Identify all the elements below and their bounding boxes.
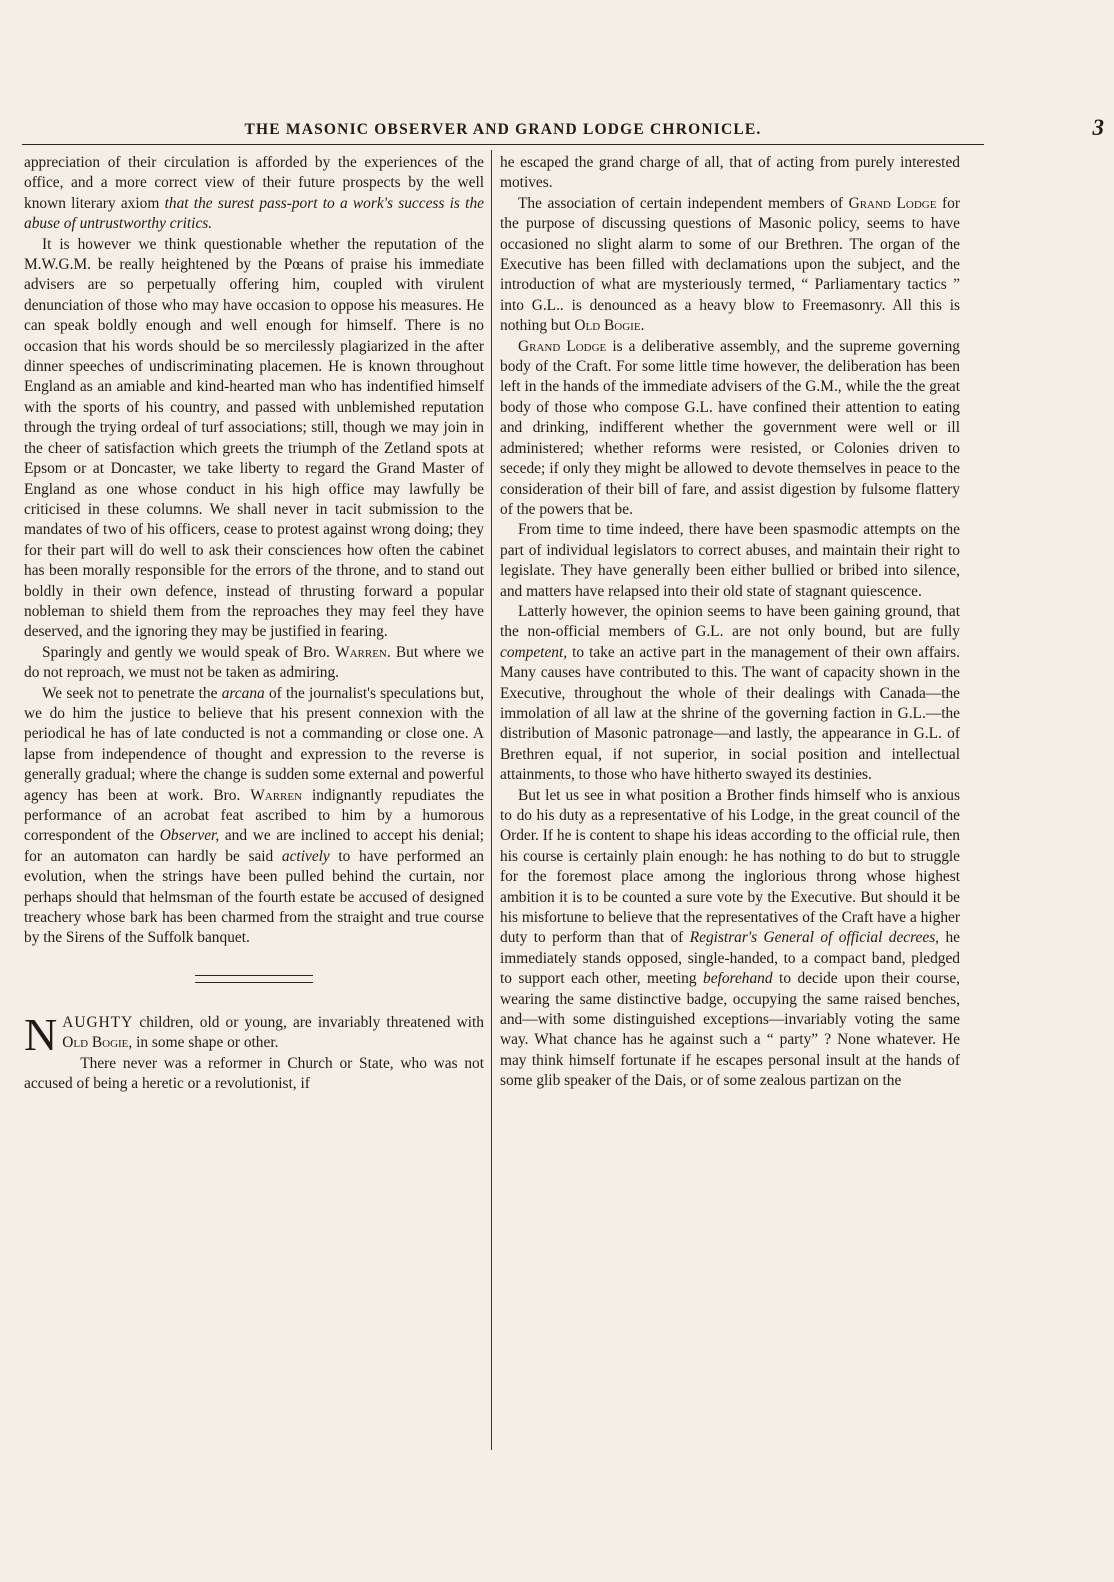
- page-header: [22, 115, 1104, 145]
- right-column: [500, 153, 960, 1092]
- paragraph: [24, 684, 484, 949]
- small-caps-name: Old Bogie.: [574, 317, 645, 335]
- italic-text: Registrar's General of official decrees,: [689, 929, 940, 947]
- paragraph: [24, 153, 484, 235]
- paragraph-text: he immediately stands opposed, single-handed, to a compact band, pledged to support each other, meeting: [500, 929, 960, 988]
- italic-text: arcana: [221, 684, 265, 702]
- paragraph-text: It is however we think questionable whether the reputation of the M.W.G.M. be really heightened by the Pœans of praise his immediate advisers are so perpetually offering him, coupled with virulent denunciation of those who may have occasion to oppose his measures. He can speak boldly enough and well enough for himself. There is no occasion that his words should be so mercilessly plagiarized in the after dinner speeches of undiscriminating placemen. He is known throughout England as an amiable and kind-hearted man who has indentified himself with the sports of his country, and passed with unblemished reputation through the trying ordeal of turf associations; still, though we may join in the cheer of satisfaction which greets the triumph of the Zetland spots at Epsom or at Doncaster, we take liberty to regard the Grand Master of England as one whose conduct in his high office may lawfully be criticised in these columns. We shall never in tacit submission to the mandates of two of his officers, cease to protest against wrong doing; they for their part will do well to ask their consciences how often the cabinet has been morally responsible for the errors of the throne, and to stand out boldly in their own defence, instead of thrusting forward a popular nobleman to shield them from the reproaches they may feel they have deserved, and the ignoring they may be justified in fearing.: [24, 235, 484, 641]
- italic-text: Observer,: [159, 827, 220, 845]
- italic-text: that the surest pass-port to a work's success is the abuse of untrustworthy critics.: [24, 194, 484, 233]
- masthead-title: THE MASONIC OBSERVER AND GRAND LODGE CHRONICLE.: [244, 121, 762, 138]
- paragraph-text: appreciation of their circulation is afforded by the experiences of the office, and a more correct view of their future prospects by the well known literary axiom: [24, 154, 484, 212]
- paragraph: [500, 602, 960, 786]
- small-caps-name: Old Bogie,: [62, 1034, 133, 1052]
- paragraph: [500, 520, 960, 602]
- paragraph-text: in some shape or other.: [136, 1034, 279, 1052]
- page-number: 3: [1092, 115, 1104, 140]
- paragraph: [24, 643, 484, 684]
- paragraph: [500, 153, 960, 194]
- paragraph-text: is a deliberative assembly, and the supreme governing body of the Craft. For some little time however, the deliberation has been left in the hands of the immediate advisers of the G.M., while the the great body of those who compose G.L. have confined their attention to eating and drinking, indifferent whether the government were well or ill administered; whether reforms were resisted, or Colonies driven to secede; if only they might be allowed to devote themselves in peace to the consideration of their bill of fare, and assist digestion by fulsome flattery of the powers that be.: [500, 337, 960, 518]
- paragraph-text: The association of certain independent members of: [518, 194, 843, 212]
- paragraph-text: But let us see in what position a Brother finds himself who is anxious to do his duty as a representative of his Lodge, in the great council of the Order. If he is content to shape his ideas according to the official rule, then his course is certainly plain enough: he has nothing to do but to struggle for the foremost place among the inglorious throng whose highest ambition it is to be counted a sure vote by the Executive. But should it be his misfortune to believe that the representatives of the Craft have a higher duty to perform than that of: [500, 786, 960, 947]
- paragraph-text: Latterly however, the opinion seems to have been gaining ground, that the non-official members of G.L. are not only bound, but are fully: [500, 602, 960, 641]
- paragraph-text: We seek not to penetrate the: [42, 684, 218, 702]
- paragraph-text: of the journalist's speculations but, we do him the justice to believe that his present connexion with the periodical he has of late conducted is not a commanding or close one. A lapse from independence of thought and expression to the reverse is generally gradual; where the change is sudden some external and powerful agency has been at work. Bro.: [24, 684, 484, 804]
- small-caps-name: Warren: [250, 786, 303, 804]
- paragraph-text: From time to time indeed, there have been spasmodic attempts on the part of individual legislators to correct abuses, and maintain their right to legislate. They have generally been either bullied or bribed into silence, and matters have relapsed into their old state of stagnant quiescence.: [500, 521, 960, 600]
- italic-text: competent,: [500, 643, 568, 661]
- small-caps-name: Grand Lodge: [518, 337, 607, 355]
- paragraph-text: he escaped the grand charge of all, that of acting from purely interested motives.: [500, 154, 960, 192]
- small-caps-name: Grand Lodge: [848, 194, 937, 212]
- paragraph: [24, 1008, 484, 1060]
- small-caps-name: Warren.: [335, 643, 391, 661]
- paragraph-text: But where we do not reproach, we must not be taken as admiring.: [24, 643, 484, 682]
- left-column: [24, 153, 484, 1094]
- paragraph-text: There never was a reformer in Church or State, who was not accused of being a heretic or a revolutionist, if: [24, 1054, 484, 1093]
- capitalized-word: AUGHTY: [62, 1013, 134, 1031]
- paragraph-text: children, old or young, are invariably threatened with: [139, 1013, 484, 1031]
- paragraph-text: and we are inclined to accept his denial; for an automaton can hardly be said: [24, 827, 485, 865]
- italic-text: actively: [281, 847, 330, 865]
- section-divider: [195, 975, 313, 983]
- paragraph-text: to have performed an evolution, when the strings have been pulled behind the curtain, nor perhaps should that helmsman of the fourth estate be accused of designed treachery whose bark has been charmed from the straight and true course by the Sirens of the Suffolk banquet.: [24, 847, 484, 947]
- paragraph-text: indignantly repudiates the performance of an acrobat feat ascribed to him by a humorous correspondent of the: [24, 786, 484, 845]
- paragraph-text: Sparingly and gently we would speak of Bro.: [42, 643, 330, 661]
- paragraph-text: to decide upon their course, wearing the same distinctive badge, occupying the same raised benches, and—with some distinguished exceptions—invariably voting the same way. What chance has he against such a “ party” ? None whatever. He may think himself fortunate if he escapes personal insult at the hands of some glib speaker of the Dais, or of some zealous partizan on the: [500, 970, 960, 1090]
- paragraph-text: to take an active part in the management of their own affairs. Many causes have contributed to this. The want of capacity shown in the Executive, throughout the whole of their dealings with Canada—the immolation of all law at the shrine of the governing faction in G.L.—the distribution of Masonic patronage—and lastly, the appearance in G.L. of Brethren equal, if not superior, in social position and intellectual attainments, to those who have hitherto swayed its destinies.: [500, 643, 960, 784]
- paragraph-text: for the purpose of discussing questions of Masonic policy, seems to have occasioned no slight alarm to some of our Brethren. The organ of the Executive has been filled with declamations upon the subject, and the introduction of what are mysteriously termed, “ Parliamentary tactics ” into G.L.. is denounced as a heavy blow to Freemasonry. All this is nothing but: [500, 194, 960, 335]
- italic-text: beforehand: [703, 970, 773, 988]
- paragraph: [24, 235, 484, 643]
- paragraph: [24, 1054, 484, 1095]
- paragraph: [500, 194, 960, 337]
- drop-cap: N: [24, 1008, 58, 1060]
- paragraph: [500, 786, 960, 1092]
- paragraph: [500, 337, 960, 521]
- column-divider-rule: [491, 150, 492, 1450]
